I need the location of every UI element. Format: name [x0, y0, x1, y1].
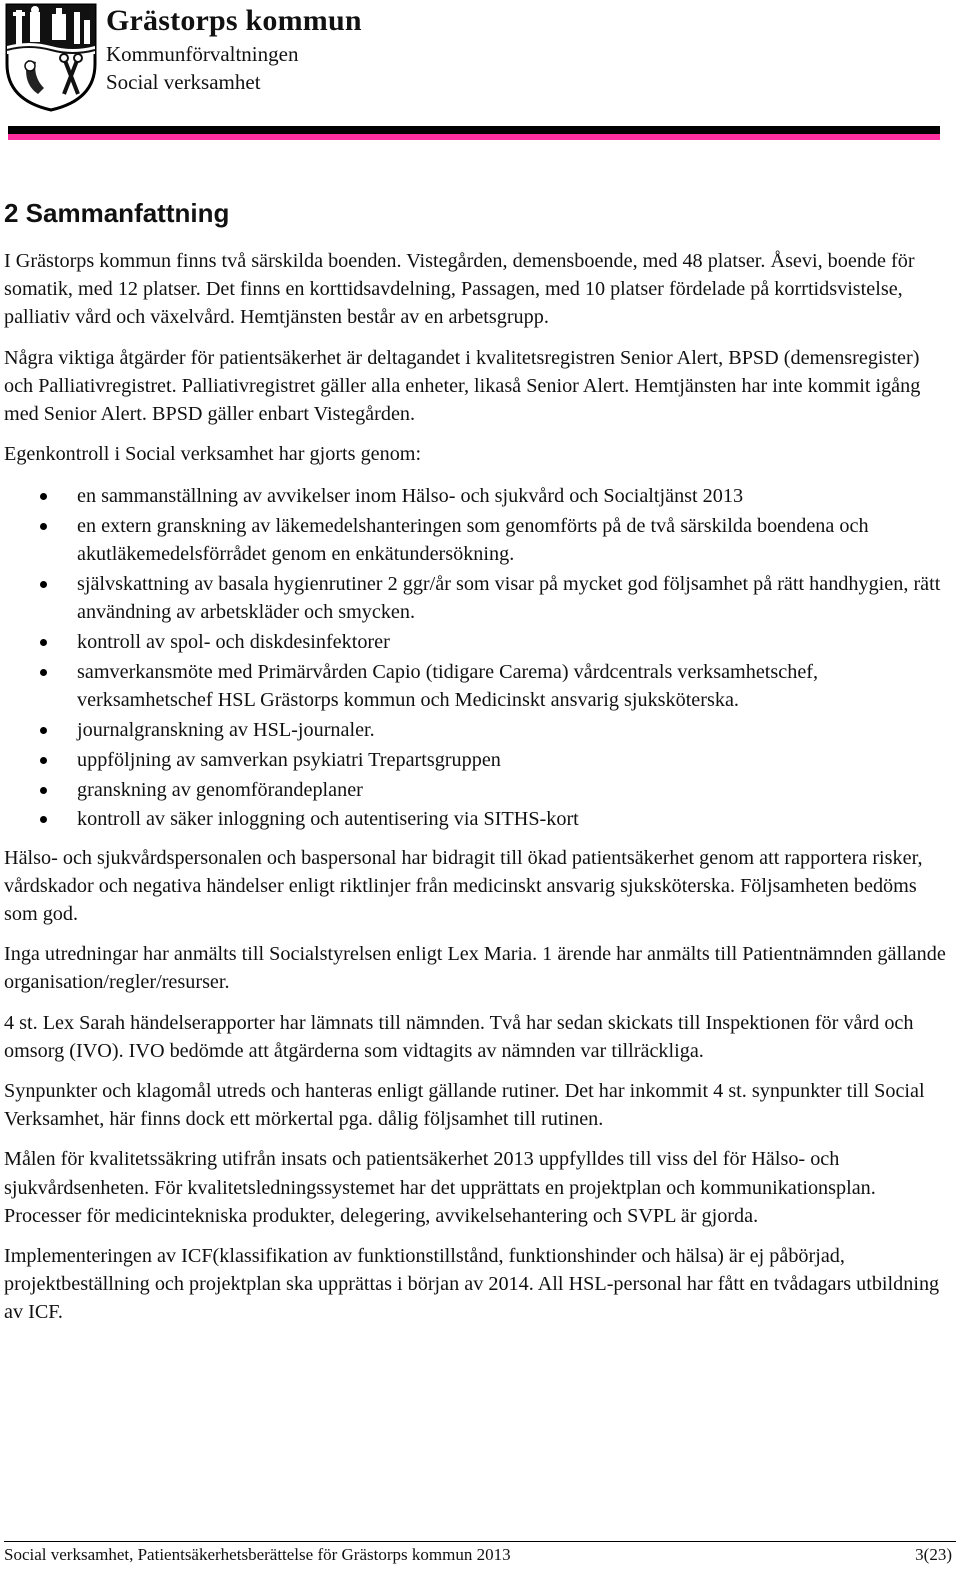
- list-item-text: självskattning av basala hygienrutiner 2 ggr/år som visar på mycket god följsamhet på rätt handhygien, rätt användning av arbetskläder och smycken.: [77, 573, 941, 624]
- list-item-text: samverkansmöte med Primärvården Capio (tidigare Carema) vårdcentrals verksamhetschef, verksamhetschef HSL Grästorps kommun och Medicinskt ansvarig sjuksköterska.: [77, 661, 819, 712]
- list-item-text: kontroll av spol- och diskdesinfektorer: [77, 631, 390, 654]
- bullet-icon: [40, 816, 47, 823]
- bullet-icon: [40, 493, 47, 500]
- list-item: [4, 658, 952, 714]
- page-number: 3(23): [915, 1545, 952, 1564]
- document-header: [0, 0, 960, 142]
- bullet-icon: [40, 787, 47, 794]
- paragraph: Hälso- och sjukvårdspersonalen och baspersonal har bidragit till ökad patientsäkerhet genom att rapportera risker, vårdskador och negativa händelser enligt riktlinjer från medicinskt ansvarig sjuksköterska. Följsamheten bedöms som god.: [4, 846, 923, 926]
- list-item-text: journalgranskning av HSL-journaler.: [77, 719, 375, 742]
- bullet-icon: [40, 639, 47, 646]
- paragraph: Målen för kvalitetssäkring utifrån insats och patientsäkerhet 2013 uppfylldes till viss del för Hälso- och sjukvårdsenheten. För kvalitetsledningssystemet har det upprättats en projektplan och kommunikationsplan. Processer för medicintekniska produkter, delegering, avvikelsehantering och SVPL är gjorda.: [4, 1148, 876, 1227]
- list-item: [4, 482, 952, 510]
- header-rule-pink: [8, 134, 940, 140]
- list-item: [4, 805, 952, 833]
- bullet-icon: [40, 757, 47, 764]
- coat-of-arms-icon: [4, 2, 98, 112]
- bullet-icon: [40, 669, 47, 676]
- footer-document-title: Social verksamhet, Patientsäkerhetsberättelse för Grästorps kommun 2013: [4, 1545, 511, 1564]
- bullet-icon: [40, 727, 47, 734]
- list-item: [4, 716, 952, 744]
- paragraph: I Grästorps kommun finns två särskilda boenden. Vistegården, demensboende, med 48 platser. Åsevi, boende för somatik, med 12 platser. Det finns en korttidsavdelning, Passagen, med 10 platser fördelade på korrtidsvistelse, palliativ vård och växelvård. Hemtjänsten består av en arbetsgrupp.: [4, 250, 915, 329]
- bullet-icon: [40, 581, 47, 588]
- paragraph: Inga utredningar har anmälts till Socialstyrelsen enligt Lex Maria. 1 ärende har anmälts till Patientnämnden gällande organisation/regler/resurser.: [4, 943, 946, 994]
- bullet-icon: [40, 523, 47, 530]
- list-item-text: en sammanställning av avvikelser inom Hälso- och sjukvård och Socialtjänst 2013: [77, 485, 744, 508]
- section-heading: 2 Sammanfattning: [4, 198, 230, 228]
- list-item: [4, 570, 952, 626]
- list-item-text: kontroll av säker inloggning och autentisering via SITHS-kort: [77, 808, 579, 831]
- unit-name: Social verksamhet: [106, 70, 261, 94]
- paragraph: 4 st. Lex Sarah händelserapporter har lämnats till nämnden. Två har sedan skickats till Inspektionen för vård och omsorg (IVO). IVO bedömde att åtgärderna som vidtagits av nämnden var tillräckliga.: [4, 1011, 914, 1062]
- list-item: [4, 512, 952, 568]
- list-item-text: granskning av genomförandeplaner: [77, 778, 363, 801]
- list-item-text: uppföljning av samverkan psykiatri Trepartsgruppen: [77, 748, 501, 771]
- list-item: [4, 746, 952, 774]
- department-name: Kommunförvaltningen: [106, 42, 299, 66]
- footer-rule: [4, 1541, 956, 1542]
- org-name: Grästorps kommun: [106, 4, 362, 37]
- paragraph: Synpunkter och klagomål utreds och hanteras enligt gällande rutiner. Det har inkommit 4 st. synpunkter till Social Verksamhet, här finns dock ett mörkertal pga. dålig följsamhet till rutinen.: [4, 1080, 925, 1131]
- list-item-text: en extern granskning av läkemedelshanteringen som genomförts på de två särskilda boendena och akutläkemedelsförrådet genom en enkätundersökning.: [77, 515, 869, 566]
- header-rule-black: [8, 126, 940, 134]
- bullet-list: [4, 482, 952, 833]
- paragraph: Några viktiga åtgärder för patientsäkerhet är deltagandet i kvalitetsregistren Senior Alert, BPSD (demensregister) och Palliativregistret. Palliativregistret gäller alla enheter, likaså Senior Alert. Hemtjänsten har inte kommit igång med Senior Alert. BPSD gäller enbart Vistegården.: [4, 346, 921, 426]
- list-item: [4, 776, 952, 804]
- list-item: [4, 628, 952, 656]
- paragraph: Egenkontroll i Social verksamhet har gjorts genom:: [4, 443, 422, 466]
- paragraph: Implementeringen av ICF(klassifikation av funktionstillstånd, funktionshinder och hälsa) är ej påbörjad, projektbeställning och projektplan ska upprättas i början av 2014. All HSL-personal har fått en tvådagars utbildning av ICF.: [4, 1245, 940, 1324]
- document-body: [4, 196, 952, 1339]
